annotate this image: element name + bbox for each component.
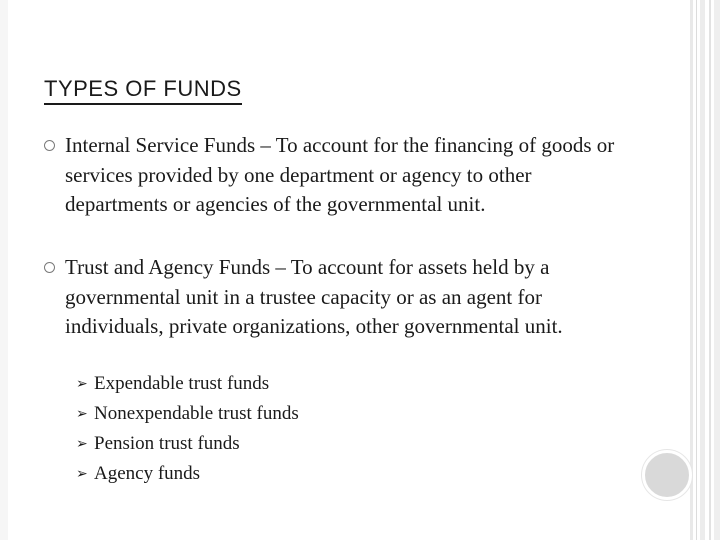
circle-bullet-icon <box>44 140 55 151</box>
sub-bullet-text: Nonexpendable trust funds <box>94 403 299 424</box>
right-stripe-decoration <box>700 0 705 540</box>
bullet-text: Internal Service Funds – To account for the financing of goods or services provided by one department or agency to other departments or agencies of the governmental unit. <box>65 133 615 216</box>
slide-title: TYPES OF FUNDS <box>44 76 242 105</box>
arrow-bullet-icon: ➢ <box>76 376 88 392</box>
sub-bullet-text: Agency funds <box>94 463 201 484</box>
arrow-bullet-icon: ➢ <box>76 436 88 452</box>
sub-bullet-item <box>76 369 269 399</box>
arrow-bullet-icon: ➢ <box>76 406 88 422</box>
sub-bullet-item <box>76 429 240 459</box>
bullet-item <box>44 131 634 220</box>
sub-bullet-text: Expendable trust funds <box>94 373 270 394</box>
decorative-circle <box>642 450 692 500</box>
right-stripe-decoration <box>709 0 711 540</box>
right-stripe-decoration <box>696 0 697 540</box>
sub-bullet-text: Pension trust funds <box>94 433 240 454</box>
bullet-item <box>44 253 634 342</box>
circle-bullet-icon <box>44 262 55 273</box>
left-edge-decoration <box>0 0 8 540</box>
sub-bullet-item <box>76 459 200 489</box>
sub-bullet-item <box>76 399 299 429</box>
right-stripe-decoration <box>714 0 720 540</box>
right-stripe-decoration <box>690 0 693 540</box>
arrow-bullet-icon: ➢ <box>76 466 88 482</box>
bullet-text: Trust and Agency Funds – To account for assets held by a governmental unit in a trustee capacity or as an agent for individuals, private organizations, other governmental unit. <box>65 255 563 338</box>
